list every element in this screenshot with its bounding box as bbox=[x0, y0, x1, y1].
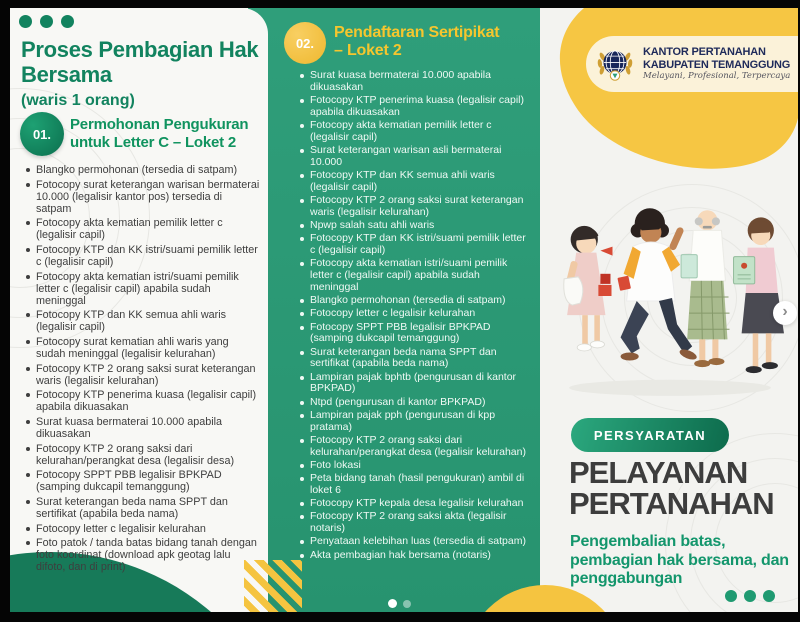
org-tagline: Melayani, Profesional, Terpercaya bbox=[643, 71, 791, 82]
requirement-item: Peta bidang tanah (hasil pengukuran) ambil di loket 6 bbox=[298, 473, 528, 497]
requirement-item: Fotocopy KTP dan KK istri/suami pemilik letter c (legalisir capil) bbox=[24, 244, 260, 268]
requirement-item: Fotocopy surat kematian ahli waris yang sudah meninggal (legalisir kelurahan) bbox=[24, 336, 260, 360]
next-page-button[interactable] bbox=[773, 301, 797, 325]
stripes-decoration bbox=[244, 560, 302, 612]
requirement-item: Fotocopy akta kematian pemilik letter c (legalisir capil) bbox=[298, 120, 528, 144]
requirement-item: Fotocopy KTP 2 orang saksi akta (legalisir notaris) bbox=[298, 511, 528, 535]
page-subtitle: Pengembalian batas, pembagian hak bersama, dan penggabungan bbox=[570, 533, 789, 588]
requirement-item: Lampiran pajak pph (pengurusan di kpp pratama) bbox=[298, 410, 528, 434]
requirement-item: Surat kuasa bermaterai 10.000 apabila dikuasakan bbox=[24, 416, 260, 440]
dots-decoration bbox=[725, 590, 775, 602]
requirement-item: Akta pembagian hak bersama (notaris) bbox=[298, 550, 528, 562]
requirement-item: Fotocopy KTP kepala desa legalisir kelurahan bbox=[298, 498, 528, 510]
pagination-dot-active[interactable] bbox=[388, 599, 397, 608]
requirement-item: Fotocopy KTP 2 orang saksi surat keterangan waris (legalisir kelurahan) bbox=[24, 363, 260, 387]
requirement-item: Fotocopy letter c legalisir kelurahan bbox=[298, 308, 528, 320]
step-02-title: Pendaftaran Sertipikat – Loket 2 bbox=[334, 24, 500, 60]
requirement-item: Fotocopy KTP dan KK semua ahli waris (legalisir capil) bbox=[24, 309, 260, 333]
requirement-item: Surat keterangan warisan asli bermaterai 10.000 bbox=[298, 145, 528, 169]
middle-panel bbox=[268, 8, 540, 612]
left-requirements-list bbox=[24, 164, 260, 576]
requirement-item: Ntpd (pengurusan di kantor BPKPAD) bbox=[298, 397, 528, 409]
requirement-item: Fotocopy akta kematian istri/suami pemilik letter c (legalisir capil) apabila sudah meninggal bbox=[24, 271, 260, 307]
requirement-item: Fotocopy KTP penerima kuasa (legalisir capil) apabila dikuasakan bbox=[298, 95, 528, 119]
step-01-title: Permohonan Pengukuran untuk Letter C – Loket 2 bbox=[70, 116, 249, 151]
chevron-right-icon: › bbox=[782, 303, 788, 320]
requirement-item: Fotocopy KTP 2 orang saksi dari kelurahan/perangkat desa (legalisir kelurahan) bbox=[298, 435, 528, 459]
requirement-item: Surat keterangan beda nama SPPT dan sertifikat (apabila beda nama) bbox=[24, 496, 260, 520]
left-panel-title: Proses Pembagian Hak Bersama bbox=[21, 37, 259, 87]
requirement-item: Foto patok / tanda batas bidang tanah dengan foto koordinat (download apk geotag lalu difoto, dan di print) bbox=[24, 537, 260, 573]
requirement-item: Fotocopy akta kematian istri/suami pemilik letter c (legalisir capil) apabila sudah meninggal bbox=[298, 258, 528, 293]
pagination-dot-inactive[interactable] bbox=[403, 600, 411, 608]
requirement-item: Surat kuasa bermaterai 10.000 apabila dikuasakan bbox=[298, 70, 528, 94]
requirement-item: Blangko permohonan (tersedia di satpam) bbox=[24, 164, 260, 176]
requirement-item: Penyataan kelebihan luas (tersedia di satpam) bbox=[298, 536, 528, 548]
requirement-item: Fotocopy KTP 2 orang saksi dari kelurahan/perangkat desa (legalisir desa) bbox=[24, 443, 260, 467]
carousel-pagination bbox=[388, 599, 411, 608]
middle-requirements-list bbox=[298, 70, 528, 563]
right-panel bbox=[540, 8, 798, 612]
org-name-line1: KANTOR PERTANAHAN bbox=[643, 45, 766, 58]
bpn-logo-icon bbox=[594, 43, 636, 85]
left-panel bbox=[10, 8, 268, 612]
requirement-item: Fotocopy surat keterangan warisan bermaterai 10.000 (legalisir kantor pos) tersedia di satpam bbox=[24, 179, 260, 215]
people-illustration bbox=[554, 194, 786, 399]
requirement-item: Fotocopy letter c legalisir kelurahan bbox=[24, 523, 260, 535]
requirement-item: Lampiran pajak bphtb (pengurusan di kantor BPKPAD) bbox=[298, 372, 528, 396]
requirement-item: Fotocopy KTP 2 orang saksi surat keterangan waris (legalisir kelurahan) bbox=[298, 195, 528, 219]
dots-decoration bbox=[19, 15, 74, 28]
step-02-badge: 02. bbox=[284, 22, 326, 64]
left-panel-subtitle: (waris 1 orang) bbox=[21, 92, 135, 109]
requirement-item: Fotocopy SPPT PBB legalisir BPKPAD (samping dukcapil temanggung) bbox=[24, 469, 260, 493]
requirement-item: Blangko permohonan (tersedia di satpam) bbox=[298, 295, 528, 307]
step-01-badge: 01. bbox=[20, 112, 64, 156]
requirement-item: Fotocopy SPPT PBB legalisir BPKPAD (samping dukcapil temanggung) bbox=[298, 322, 528, 346]
page-title: PELAYANAN PERTANAHAN bbox=[569, 455, 774, 521]
requirement-item: Foto lokasi bbox=[298, 460, 528, 472]
requirement-item: Surat keterangan beda nama SPPT dan sertifikat (apabila beda nama) bbox=[298, 347, 528, 371]
brochure-page bbox=[10, 8, 798, 612]
org-header bbox=[586, 36, 798, 92]
requirement-item: Npwp salah satu ahli waris bbox=[298, 220, 528, 232]
requirement-item: Fotocopy KTP dan KK istri/suami pemilik letter c (legalisir capil) bbox=[298, 233, 528, 257]
requirement-item: Fotocopy KTP dan KK semua ahli waris (legalisir capil) bbox=[298, 170, 528, 194]
org-name-line2: KABUPATEN TEMANGGUNG bbox=[643, 58, 791, 71]
persyaratan-badge: PERSYARATAN bbox=[571, 418, 729, 452]
requirement-item: Fotocopy KTP penerima kuasa (legalisir capil) apabila dikuasakan bbox=[24, 389, 260, 413]
requirement-item: Fotocopy akta kematian pemilik letter c (legalisir capil) bbox=[24, 217, 260, 241]
